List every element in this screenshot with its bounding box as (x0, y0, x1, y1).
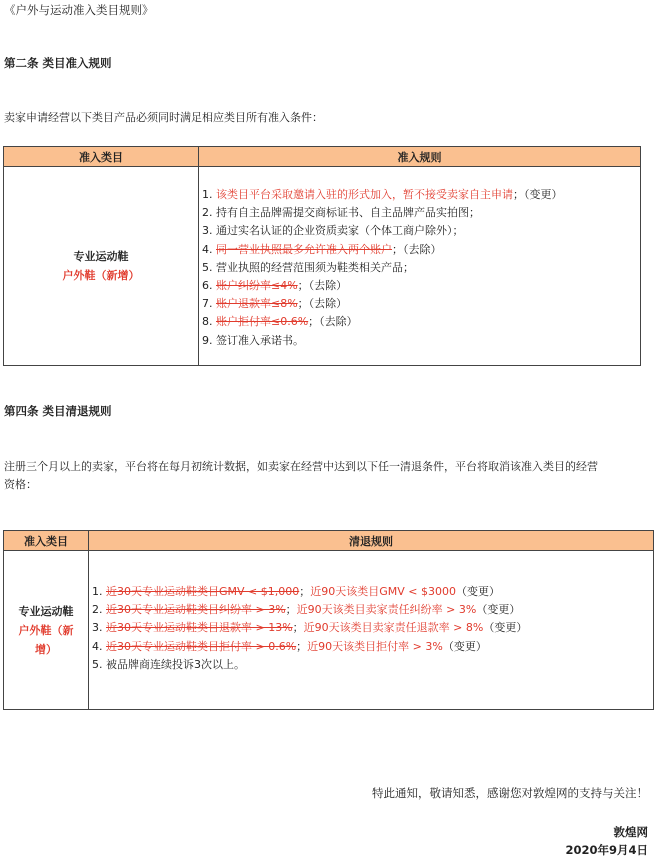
rule-number: 1. (202, 188, 216, 201)
category-cell (4, 551, 89, 710)
rule-text: 账户纠纷率≤4% (216, 279, 298, 293)
rule-text: 通过实名认证的企业资质卖家（个体工商户除外）； (216, 224, 464, 238)
category-name-new: 户外鞋（新增） (62, 269, 140, 282)
rule-text: 账户退款率≤8% (216, 297, 298, 311)
rule-text: 近90天该类目GMV < $3000 (310, 585, 456, 598)
rule-item (202, 277, 640, 295)
rule-text: 近30天专业运动鞋类目拒付率 > 0.6% (106, 639, 297, 653)
rule-text: ；（变更） (513, 188, 563, 201)
rule-text: 持有自主品牌需提交商标证书、自主品牌产品实拍图； (216, 206, 480, 220)
rule-item (202, 222, 640, 240)
rule-item (202, 313, 640, 331)
rule-text: 账户拒付率≤0.6% (216, 315, 309, 329)
rule-item (92, 619, 653, 637)
rule-number: 4. (92, 639, 106, 653)
rule-text: ；（去除） (297, 279, 348, 293)
rule-text: 同一营业执照最多允许准入两个账户 (216, 242, 392, 256)
rule-text: 近30天专业运动鞋类目GMV < $1,000 (106, 585, 300, 598)
rule-text: ； (299, 585, 311, 598)
section4-intro-line1: 注册三个月以上的卖家，平台将在每月初统计数据，如卖家在经营中达到以下任一清退条件，平台将取消该准入类目的经营 (4, 460, 598, 473)
rule-number: 5. (202, 260, 216, 274)
rule-number: 6. (202, 279, 216, 293)
rule-number: 2. (202, 206, 216, 220)
organization-name: 敦煌网 (613, 825, 648, 839)
rule-text: （变更） (476, 603, 521, 617)
rule-text: 签订准入承诺书。 (216, 333, 304, 347)
removal-rules-table (3, 530, 654, 710)
rule-text: ；（去除） (297, 297, 348, 311)
rules-cell (89, 551, 654, 710)
rules-cell (199, 167, 641, 366)
section4-heading: 第四条 类目清退规则 (4, 404, 112, 418)
rule-text: （变更） (483, 621, 528, 635)
rule-text: 被品牌商连续投诉3次以上。 (106, 657, 245, 671)
category-name: 专业运动鞋 (73, 250, 129, 263)
column-header-rules: 准入规则 (199, 147, 641, 167)
rule-text: ； (285, 603, 297, 617)
rule-text: ；（去除） (392, 242, 442, 256)
column-header-category: 准入类目 (4, 531, 89, 551)
admission-rules-table (3, 146, 641, 366)
section2-intro: 卖家申请经营以下类目产品必须同时满足相应类目所有准入条件： (4, 111, 323, 124)
rule-item (202, 204, 640, 222)
rule-text: 近30天专业运动鞋类目退款率 > 13% (106, 621, 293, 635)
rule-number: 4. (202, 242, 216, 256)
rule-item (202, 241, 640, 259)
rule-item (202, 295, 640, 313)
rule-item (202, 259, 640, 277)
rule-text: 近90天该类目卖家责任退款率 > 8% (303, 621, 484, 635)
rule-item (92, 656, 653, 674)
rule-number: 2. (92, 603, 106, 617)
rule-text: ；（去除） (308, 315, 358, 329)
rule-text: 近90天该类目卖家责任纠纷率 > 3% (296, 603, 477, 617)
rule-text: ； (292, 621, 304, 635)
rule-number: 5. (92, 657, 106, 671)
rule-text: 营业执照的经营范围须为鞋类相关产品； (216, 260, 414, 274)
page-title: 《户外与运动准入类目规则》 (4, 3, 154, 17)
rule-text: 该类目平台采取邀请入驻的形式加入，暂不接受卖家自主申请 (216, 188, 513, 201)
category-cell (4, 167, 199, 366)
rule-text: 近90天该类目拒付率 > 3% (307, 639, 443, 653)
rule-item (92, 638, 653, 656)
section2-heading: 第二条 类目准入规则 (4, 56, 112, 70)
rule-item (202, 332, 640, 350)
rule-text: 近30天专业运动鞋类目纠纷率 > 3% (106, 603, 286, 617)
category-name-new-cont: 增） (35, 642, 57, 656)
rule-text: （变更） (442, 639, 487, 653)
section4-intro-line2: 资格： (4, 478, 37, 491)
rule-number: 3. (92, 621, 106, 635)
category-name: 专业运动鞋 (18, 604, 74, 618)
rule-number: 9. (202, 333, 216, 347)
rule-text: （变更） (456, 585, 500, 598)
rule-text: ； (296, 639, 308, 653)
rule-number: 3. (202, 224, 216, 238)
rules-list (202, 186, 640, 350)
notice-date: 2020年9月4日 (565, 843, 648, 857)
rule-item (92, 583, 653, 601)
closing-notice: 特此通知，敬请知悉，感谢您对敦煌网的支持与关注！ (372, 786, 648, 800)
rule-number: 8. (202, 315, 216, 329)
rule-number: 1. (92, 585, 106, 598)
rule-item (92, 601, 653, 619)
rule-number: 7. (202, 297, 216, 311)
column-header-category: 准入类目 (4, 147, 199, 167)
rules-list (92, 583, 653, 674)
column-header-rules: 清退规则 (89, 531, 654, 551)
category-name-new: 户外鞋（新 (18, 623, 74, 637)
rule-item (202, 186, 640, 204)
